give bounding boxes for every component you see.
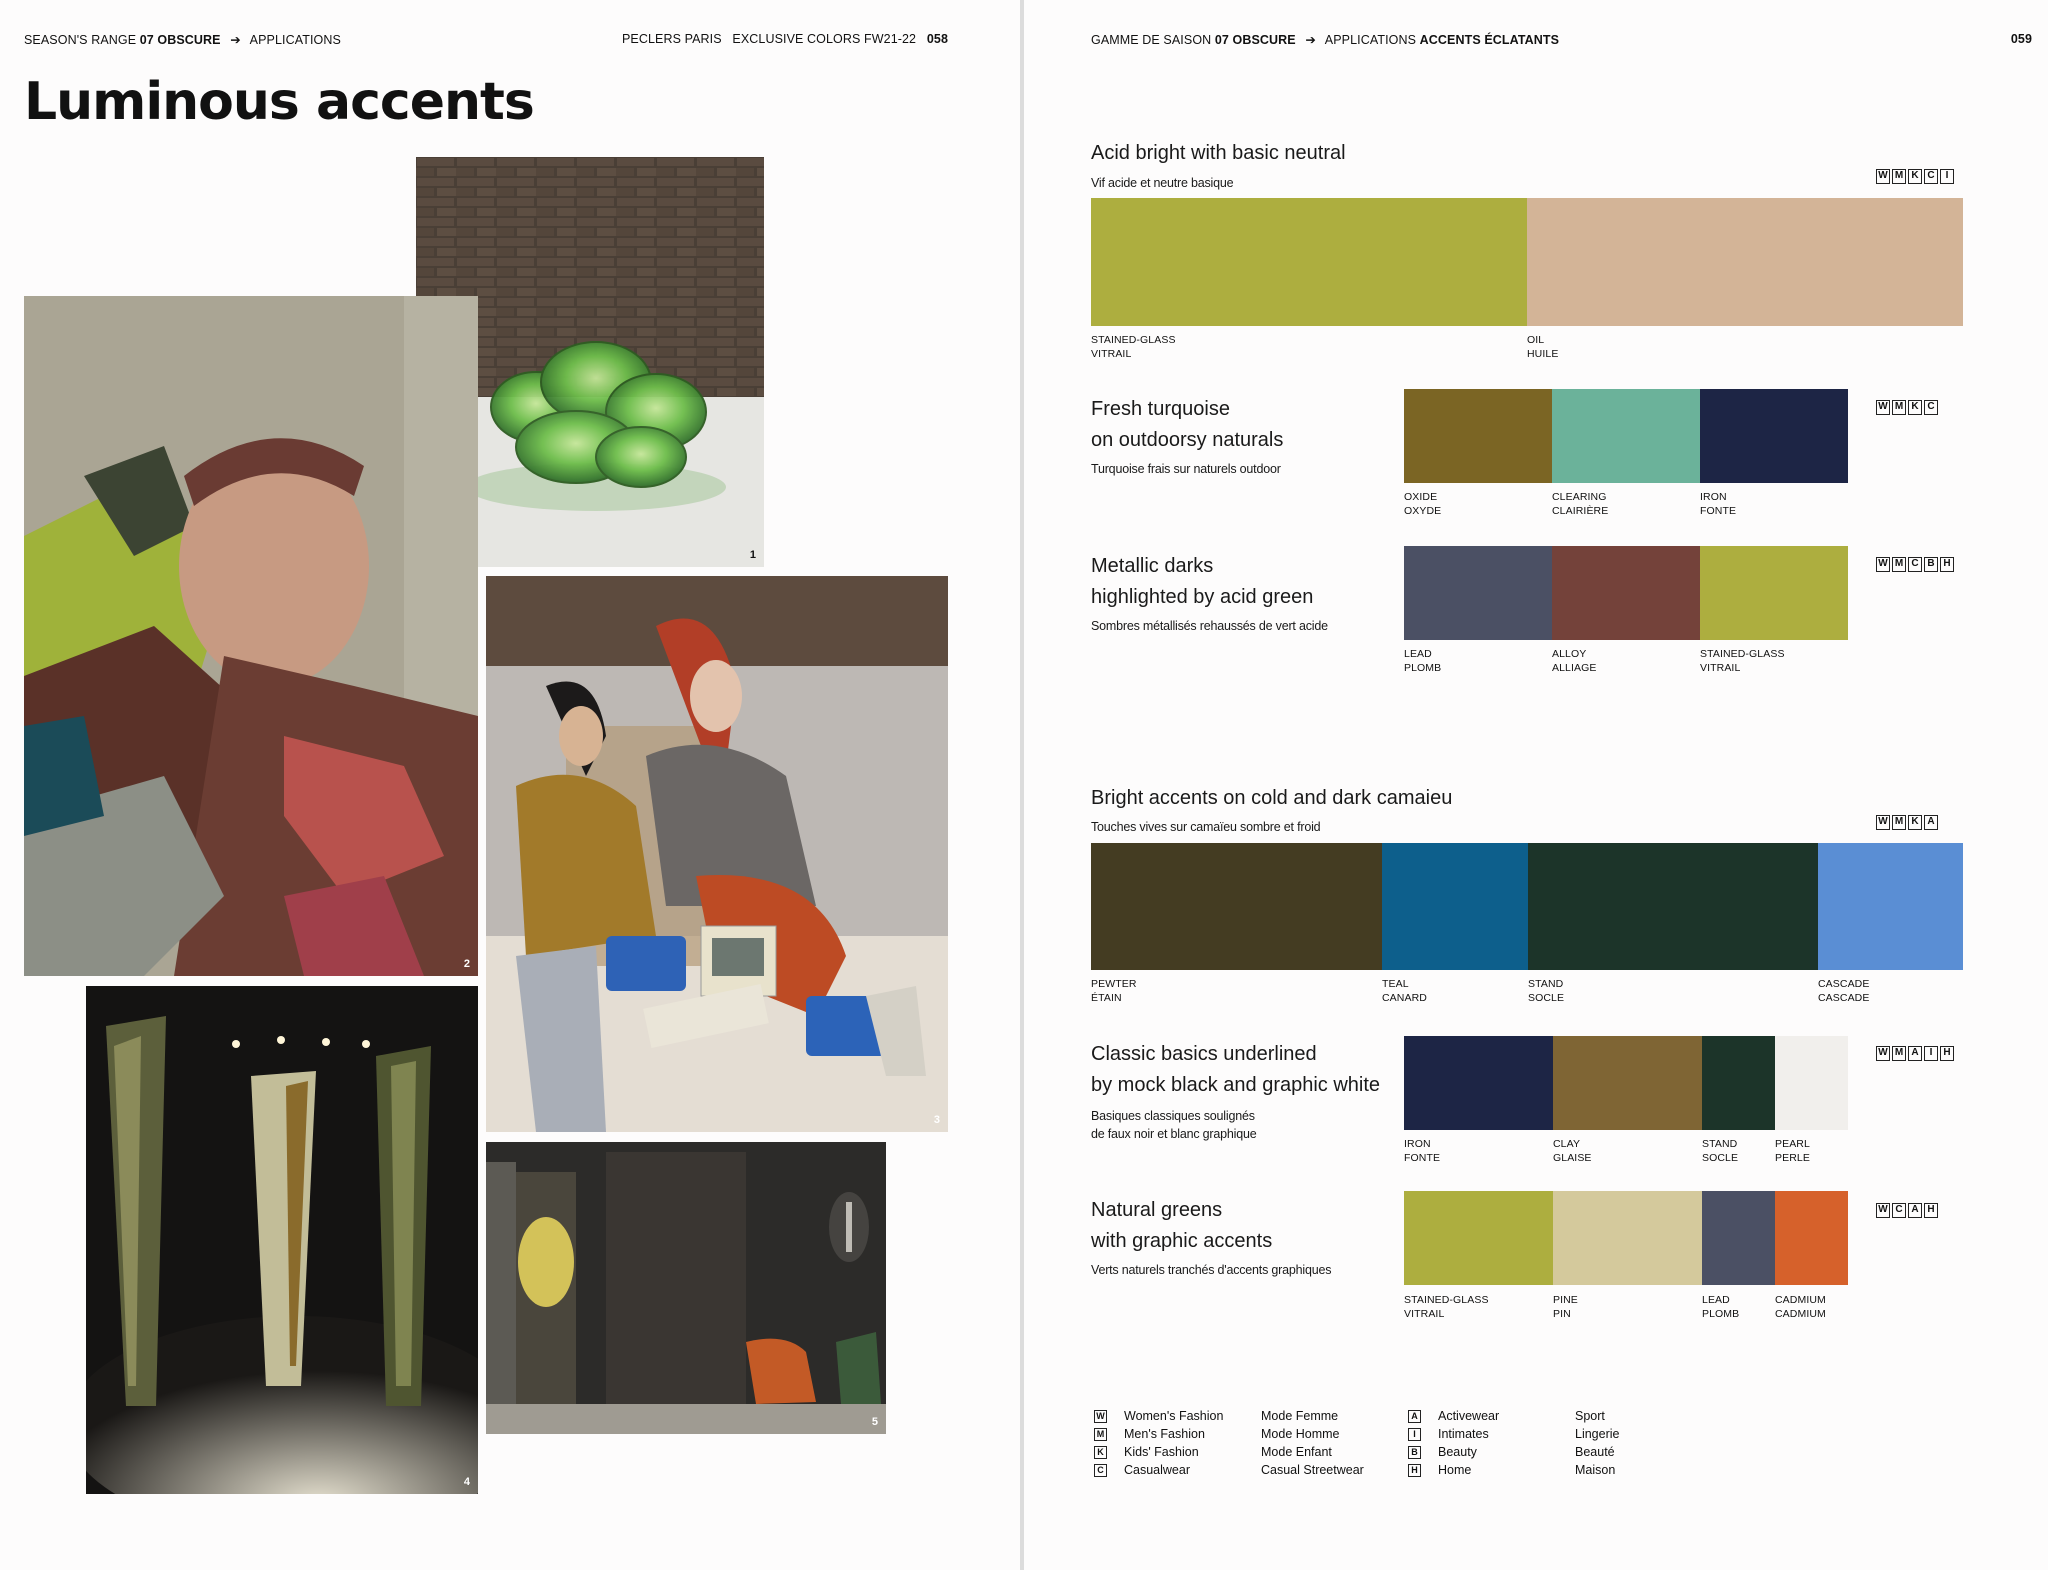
color-swatch-stand [1702, 1036, 1775, 1130]
photo-man-jacket [24, 296, 478, 976]
category-code-badge: B [1924, 557, 1938, 572]
breadcrumb-applications-fr: APPLICATIONS [1324, 33, 1417, 47]
breadcrumb-range: SEASON'S RANGE [24, 33, 137, 47]
color-swatch-pewter [1091, 843, 1382, 970]
legend-label-fr: Lingerie [1575, 1427, 1620, 1441]
swatch-name-en: STAINED-GLASS [1404, 1294, 1489, 1306]
photo-glass-vases [86, 986, 478, 1494]
palette-title: Fresh turquoise [1091, 398, 1230, 420]
photo-dark-interior [486, 1142, 886, 1434]
color-swatch-cascade [1818, 843, 1963, 970]
legend-item [1094, 1409, 1223, 1423]
legend-label-fr: Mode Femme [1261, 1409, 1339, 1423]
category-code-badge: W [1876, 1046, 1890, 1061]
photo-two-women-computer [486, 576, 948, 1132]
legend-label-en: Activewear [1438, 1409, 1500, 1423]
category-code-badge: K [1908, 815, 1922, 830]
color-swatch-iron [1404, 1036, 1553, 1130]
color-swatch-bar [1091, 198, 1963, 326]
swatch-name-fr: CLAIRIÈRE [1552, 505, 1609, 517]
swatch-name-fr: VITRAIL [1404, 1308, 1445, 1320]
category-code-badge: H [1940, 557, 1954, 572]
palette-title: Acid bright with basic neutral [1091, 142, 1346, 164]
swatch-name-fr: VITRAIL [1700, 662, 1741, 674]
palette-title: Metallic darks [1091, 555, 1214, 577]
legend-label-en: Beauty [1438, 1445, 1477, 1459]
legend-label-fr: Maison [1575, 1463, 1616, 1477]
palette-subtitle-fr: de faux noir et blanc graphique [1091, 1127, 1257, 1141]
palette-subtitle-fr: Turquoise frais sur naturels outdoor [1091, 462, 1281, 476]
breadcrumb-gamme: GAMME DE SAISON [1091, 33, 1212, 47]
palette-subtitle-fr: Sombres métallisés rehaussés de vert acide [1091, 619, 1328, 633]
category-code-badge: H [1924, 1203, 1938, 1218]
palette-title: Natural greens [1091, 1199, 1223, 1221]
category-code-badge: C [1892, 1203, 1906, 1218]
swatch-label [1404, 1293, 1489, 1321]
swatch-name-fr: VITRAIL [1091, 348, 1132, 360]
color-swatch-pine [1553, 1191, 1702, 1285]
category-code-badge: K [1908, 169, 1922, 184]
swatch-name-en: CASCADE [1818, 978, 1870, 990]
color-swatch-bar [1404, 389, 1848, 483]
color-swatch-stained-glass [1091, 198, 1527, 326]
photo-number: 5 [871, 1416, 878, 1428]
legend-code-badge: H [1408, 1464, 1421, 1477]
color-swatch-bar [1404, 1036, 1848, 1130]
palette-title: Bright accents on cold and dark camaieu [1091, 787, 1453, 809]
legend-item [1094, 1445, 1199, 1459]
swatch-label [1382, 977, 1427, 1005]
category-code-badge: H [1940, 1046, 1954, 1061]
category-code-badge: A [1908, 1046, 1922, 1061]
color-swatch-bar [1091, 843, 1963, 970]
category-code-badge: C [1924, 169, 1938, 184]
swatch-label [1404, 647, 1441, 675]
left-page [0, 0, 1020, 1570]
palette-subtitle-fr: Basiques classiques soulignés [1091, 1109, 1255, 1123]
legend-code-badge: A [1408, 1410, 1421, 1423]
swatch-name-fr: GLAISE [1553, 1152, 1592, 1164]
swatch-name-en: LEAD [1702, 1294, 1730, 1306]
legend-item [1408, 1427, 1489, 1441]
category-code-badge: I [1924, 1046, 1938, 1061]
swatch-label [1091, 977, 1137, 1005]
color-swatch-stained-glass [1700, 546, 1848, 640]
swatch-name-fr: ÉTAIN [1091, 992, 1122, 1004]
legend-item [1094, 1427, 1205, 1441]
legend-label-en: Casualwear [1124, 1463, 1191, 1477]
swatch-label [1700, 647, 1785, 675]
page-number: 059 [2010, 32, 2032, 46]
color-swatch-bar [1404, 1191, 1848, 1285]
swatch-name-en: STAND [1528, 978, 1564, 990]
color-swatch-oxide [1404, 389, 1552, 483]
swatch-name-en: PEARL [1775, 1138, 1810, 1150]
swatch-name-fr: CADMIUM [1775, 1308, 1826, 1320]
color-swatch-clay [1553, 1036, 1702, 1130]
color-swatch-cadmium [1775, 1191, 1848, 1285]
swatch-name-en: STAINED-GLASS [1700, 648, 1785, 660]
category-codes [1876, 557, 1956, 572]
category-codes [1876, 400, 1940, 415]
legend-label-en: Home [1438, 1463, 1472, 1477]
swatch-name-fr: PLOMB [1404, 662, 1442, 674]
swatch-label [1700, 490, 1736, 518]
swatch-label [1553, 1293, 1578, 1321]
category-code-badge: W [1876, 557, 1890, 572]
swatch-name-en: PEWTER [1091, 978, 1137, 990]
swatch-label [1553, 1137, 1592, 1165]
category-code-badge: W [1876, 400, 1890, 415]
legend-label-fr: Mode Homme [1261, 1427, 1340, 1441]
swatch-label [1404, 1137, 1440, 1165]
swatch-name-en: CADMIUM [1775, 1294, 1826, 1306]
legend-label-fr: Beauté [1575, 1445, 1615, 1459]
swatch-name-fr: PIN [1553, 1308, 1571, 1320]
category-code-badge: W [1876, 815, 1890, 830]
swatch-label [1775, 1137, 1810, 1165]
swatch-name-fr: SOCLE [1702, 1152, 1739, 1164]
swatch-name-fr: HUILE [1527, 348, 1559, 360]
category-code-badge: I [1940, 169, 1954, 184]
page-title: Luminous accents [24, 72, 534, 132]
swatch-label [1552, 490, 1608, 518]
legend-label-fr: Casual Streetwear [1261, 1463, 1364, 1477]
photo-number: 4 [463, 1476, 470, 1488]
swatch-name-fr: FONTE [1404, 1152, 1441, 1164]
color-swatch-oil [1527, 198, 1963, 326]
category-code-badge: A [1908, 1203, 1922, 1218]
category-code-badge: K [1908, 400, 1922, 415]
swatch-label [1528, 977, 1564, 1005]
category-codes [1876, 815, 1940, 830]
legend-label-en: Men's Fashion [1124, 1427, 1205, 1441]
swatch-label [1404, 490, 1441, 518]
palette-subtitle-fr: Verts naturels tranchés d'accents graphiques [1091, 1263, 1332, 1277]
swatch-name-en: STAINED-GLASS [1091, 334, 1176, 346]
swatch-name-fr: FONTE [1700, 505, 1737, 517]
category-code-badge: W [1876, 169, 1890, 184]
swatch-name-en: IRON [1700, 491, 1727, 503]
swatch-name-en: CLAY [1553, 1138, 1581, 1150]
category-codes [1876, 1203, 1940, 1218]
arrow-right-icon: ➔ [1305, 33, 1316, 47]
category-code-badge: C [1924, 400, 1938, 415]
legend-code-badge: B [1408, 1446, 1421, 1459]
photo-number: 2 [463, 958, 470, 970]
legend-label-fr: Mode Enfant [1261, 1445, 1332, 1459]
swatch-name-en: ALLOY [1552, 648, 1587, 660]
page-number: 058 [926, 32, 948, 46]
color-swatch-bar [1404, 546, 1848, 640]
color-swatch-clearing [1552, 389, 1700, 483]
breadcrumb-obscure-fr: 07 OBSCURE [1214, 33, 1296, 47]
breadcrumb [24, 32, 341, 47]
swatch-label [1702, 1137, 1738, 1165]
category-code-badge: M [1892, 169, 1906, 184]
color-swatch-lead [1702, 1191, 1775, 1285]
legend-code-badge: I [1408, 1428, 1421, 1441]
swatch-label [1552, 647, 1596, 675]
swatch-name-en: LEAD [1404, 648, 1432, 660]
legend-item [1408, 1463, 1471, 1477]
swatch-name-en: PINE [1553, 1294, 1578, 1306]
swatch-name-en: OIL [1527, 334, 1545, 346]
page-header-right [622, 32, 948, 46]
swatch-name-fr: CANARD [1382, 992, 1427, 1004]
swatch-label [1818, 977, 1869, 1005]
page-number-right [2011, 32, 2032, 46]
palette-title: Classic basics underlined [1091, 1043, 1317, 1065]
color-swatch-lead [1404, 546, 1552, 640]
palette-title: on outdoorsy naturals [1091, 429, 1284, 451]
swatch-name-fr: CASCADE [1818, 992, 1870, 1004]
breadcrumb-accents: ACCENTS ÉCLATANTS [1419, 33, 1560, 47]
color-swatch-alloy [1552, 546, 1700, 640]
photo-number: 1 [749, 549, 756, 561]
swatch-name-en: IRON [1404, 1138, 1431, 1150]
palette-title: highlighted by acid green [1091, 586, 1314, 608]
palette-title: by mock black and graphic white [1091, 1074, 1381, 1096]
legend-label-fr: Sport [1575, 1409, 1605, 1423]
swatch-label [1775, 1293, 1826, 1321]
swatch-name-en: TEAL [1382, 978, 1409, 990]
category-codes [1876, 169, 1956, 184]
swatch-label [1527, 333, 1558, 361]
palette-title: with graphic accents [1091, 1230, 1273, 1252]
category-code-badge: M [1892, 815, 1906, 830]
category-codes [1876, 1046, 1956, 1061]
legend-item [1408, 1409, 1499, 1423]
swatch-name-en: OXIDE [1404, 491, 1438, 503]
collection-label: EXCLUSIVE COLORS FW21-22 [732, 32, 917, 46]
category-code-badge: M [1892, 400, 1906, 415]
palette-subtitle-fr: Touches vives sur camaïeu sombre et froid [1091, 820, 1321, 834]
swatch-name-fr: ALLIAGE [1552, 662, 1597, 674]
category-code-badge: C [1908, 557, 1922, 572]
legend-item [1094, 1463, 1190, 1477]
category-code-badge: M [1892, 557, 1906, 572]
swatch-name-fr: SOCLE [1528, 992, 1565, 1004]
color-swatch-iron [1700, 389, 1848, 483]
swatch-label [1702, 1293, 1739, 1321]
right-page [1027, 0, 2048, 1570]
swatch-name-fr: PERLE [1775, 1152, 1810, 1164]
legend-label-en: Intimates [1438, 1427, 1489, 1441]
swatch-name-en: STAND [1702, 1138, 1738, 1150]
breadcrumb-fr [1091, 32, 1559, 47]
legend-label-en: Women's Fashion [1124, 1409, 1224, 1423]
arrow-right-icon: ➔ [230, 33, 241, 47]
legend-code-badge: M [1094, 1428, 1107, 1441]
color-swatch-stand [1528, 843, 1818, 970]
swatch-name-fr: PLOMB [1702, 1308, 1740, 1320]
legend-code-badge: K [1094, 1446, 1107, 1459]
swatch-name-fr: OXYDE [1404, 505, 1442, 517]
brand-label: PECLERS PARIS [621, 32, 722, 46]
color-swatch-teal [1382, 843, 1528, 970]
legend-label-en: Kids' Fashion [1124, 1445, 1199, 1459]
swatch-label [1091, 333, 1176, 361]
legend-code-badge: C [1094, 1464, 1107, 1477]
legend-code-badge: W [1094, 1410, 1107, 1423]
palette-subtitle-fr: Vif acide et neutre basique [1091, 176, 1234, 190]
color-swatch-stained-glass [1404, 1191, 1553, 1285]
breadcrumb-obscure: 07 OBSCURE [139, 33, 221, 47]
legend-item [1408, 1445, 1477, 1459]
color-swatch-pearl [1775, 1036, 1848, 1130]
category-code-badge: A [1924, 815, 1938, 830]
breadcrumb-applications: APPLICATIONS [249, 33, 341, 47]
photo-number: 3 [933, 1114, 940, 1126]
category-code-badge: W [1876, 1203, 1890, 1218]
swatch-name-en: CLEARING [1552, 491, 1607, 503]
page-fold-divider [1020, 0, 1024, 1570]
category-code-badge: M [1892, 1046, 1906, 1061]
